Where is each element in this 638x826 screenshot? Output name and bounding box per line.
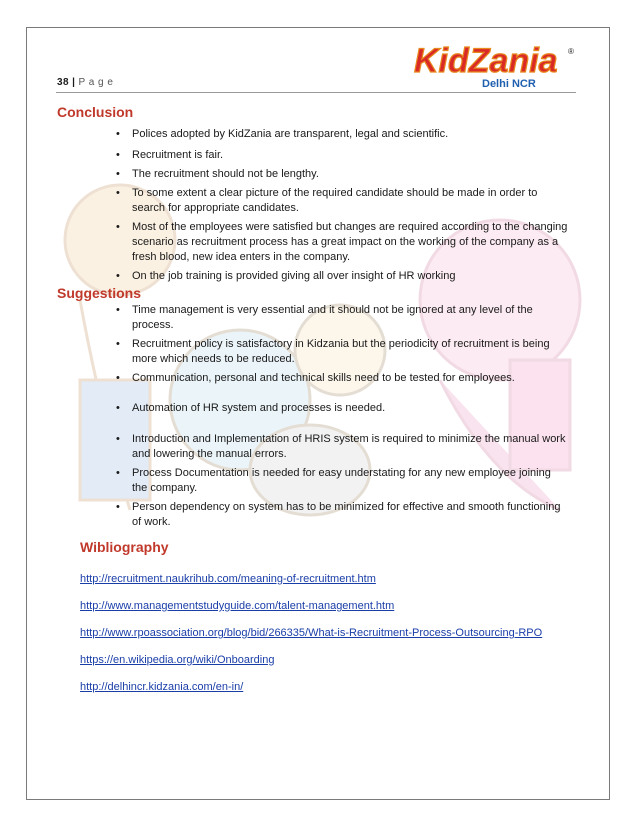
page-label: P a g e — [78, 77, 114, 88]
list-item: • Polices adopted by KidZania are transparent, legal and scientific. — [114, 127, 569, 142]
kidzania-logo — [410, 38, 582, 90]
list-item: • Most of the employees were satisfied but changes are required according to the changing scenario as recruitment process has a great impact on the working of the company as a fresh blood, new idea enters in the company. — [114, 220, 569, 265]
suggestions-heading: Suggestions — [57, 285, 142, 301]
header-separator: | — [72, 77, 76, 88]
bibliography-link[interactable]: http://www.rpoassociation.org/blog/bid/266335/What-is-Recruitment-Process-Outsourcing-RPO — [80, 627, 543, 639]
list-item: • Person dependency on system has to be minimized for effective and smooth functioning of work. — [114, 500, 569, 530]
header-rule — [56, 92, 576, 93]
conclusion-list — [114, 127, 569, 284]
list-item: • Time management is very essential and it should not be ignored at any level of the process. — [114, 303, 569, 333]
bibliography-link[interactable]: http://www.managementstudyguide.com/talent-management.htm — [80, 600, 395, 612]
list-item: • On the job training is provided giving all over insight of HR working — [114, 269, 569, 284]
list-item: • Process Documentation is needed for easy understating for any new employee joining the company. — [114, 466, 569, 496]
list-item: • The recruitment should not be lengthy. — [114, 167, 569, 182]
list-item: • Communication, personal and technical skills need to be tested for employees. — [114, 371, 569, 386]
page-header — [57, 77, 113, 88]
bibliography-heading: Wibliography — [80, 539, 169, 555]
bibliography-links — [80, 572, 600, 707]
bibliography-link[interactable]: https://en.wikipedia.org/wiki/Onboarding — [80, 654, 275, 666]
bibliography-link[interactable]: http://delhincr.kidzania.com/en-in/ — [80, 681, 244, 693]
list-item: • To some extent a clear picture of the required candidate should be made in order to search for appropriate candidates. — [114, 186, 569, 216]
list-item: • Automation of HR system and processes is needed. — [114, 401, 569, 416]
list-item: • Recruitment policy is satisfactory in Kidzania but the periodicity of recruitment is being more which needs to be reduced. — [114, 337, 569, 367]
list-item: • Introduction and Implementation of HRIS system is required to minimize the manual work and lowering the manual errors. — [114, 432, 569, 462]
list-item: • Recruitment is fair. — [114, 148, 569, 163]
svg-text:KidZania: KidZania — [414, 42, 558, 80]
suggestions-list — [114, 303, 569, 530]
svg-text:Delhi NCR: Delhi NCR — [482, 78, 536, 90]
conclusion-heading: Conclusion — [57, 104, 134, 120]
bibliography-link[interactable]: http://recruitment.naukrihub.com/meaning-of-recruitment.htm — [80, 573, 376, 585]
svg-text:®: ® — [568, 47, 574, 56]
page-number: 38 — [57, 77, 70, 88]
